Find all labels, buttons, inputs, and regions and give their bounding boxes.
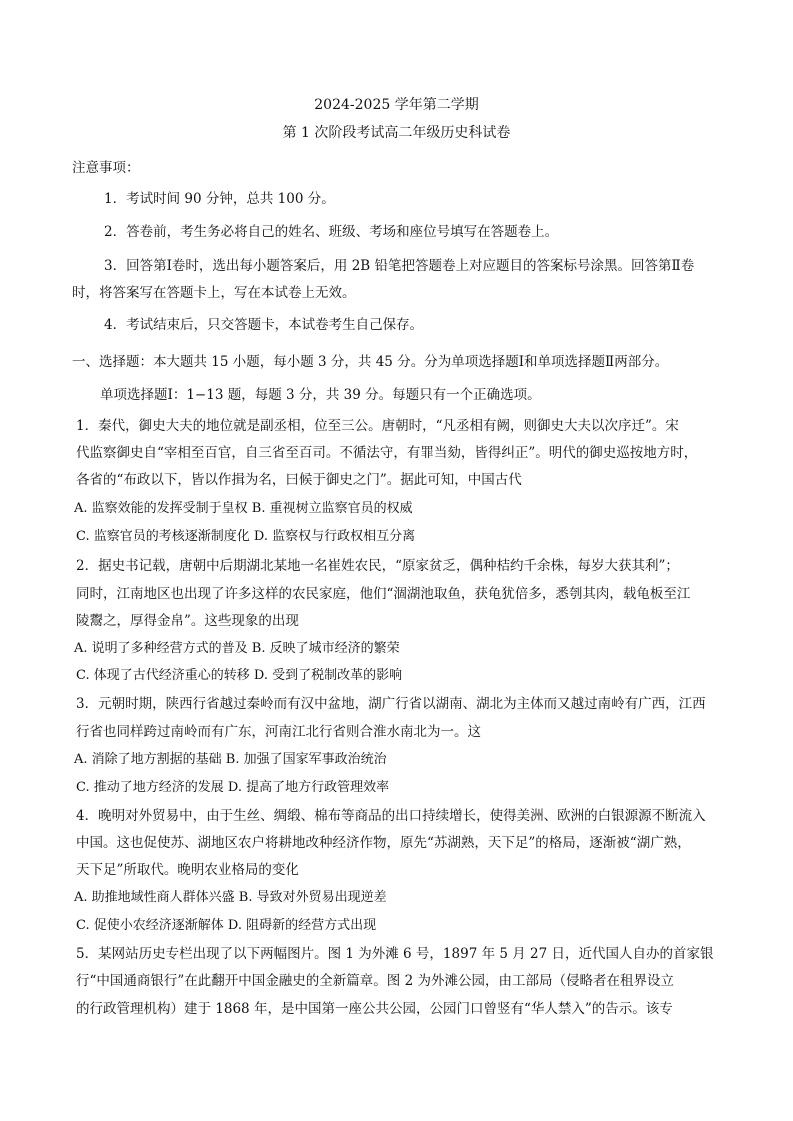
note-4: 4．考试结束后，只交答题卡，本试卷考生自己保存。 [104, 317, 424, 333]
q5-line2: 行“中国通商银行”在此翻开中国金融史的全新篇章。图 2 为外滩公园，由工部局（侵略者在租界设立 [76, 973, 674, 989]
q1-line1: 1．秦代，御史大夫的地位就是副丞相，位至三公。唐朝时，“凡丞相有阙，则御史大夫以次序迁”。宋 [76, 418, 679, 434]
q3-options-cd: C. 推动了地方经济的发展 D. 提高了地方行政管理效率 [76, 780, 390, 795]
note-3-line2: 时，将答案写在答题卡上，写在本试卷上无效。 [72, 285, 356, 301]
q2-line1: 2．据史书记载，唐朝中后期湖北某地一名崔姓农民，“原家贫乏，偶种桔约千余株，每岁大获其利”； [76, 558, 679, 574]
q1-line2: 代监察御史自“宰相至百官，自三省至百司。不循法守，有罪当劾，皆得纠正”。明代的御史巡按地方时， [76, 445, 698, 461]
q5-line1: 5．某网站历史专栏出现了以下两幅图片。图 1 为外滩 6 号，1897 年 5 月 27 日，近代国人自办的首家银 [76, 946, 714, 962]
q1-options-ab: A. 监察效能的发挥受制于皇权 B. 重视树立监察官员的权威 [74, 501, 413, 516]
exam-title-line1: 2024-2025 学年第二学期 [314, 97, 479, 113]
q1-options-cd: C. 监察官员的考核逐渐制度化 D. 监察权与行政权相互分离 [76, 529, 416, 544]
section-heading: 一、选择题：本大题共 15 小题，每小题 3 分，共 45 分。分为单项选择题Ⅰ和单项选择题Ⅱ两部分。 [72, 354, 669, 370]
section-subheading: 单项选择题Ⅰ：1−13 题，每题 3 分，共 39 分。每题只有一个正确选项。 [100, 387, 541, 403]
notes-heading: 注意事项： [72, 160, 140, 176]
note-1: 1．考试时间 90 分钟，总共 100 分。 [104, 191, 335, 207]
q3-line2: 行省也同样跨过南岭而有广东，河南江北行省则合淮水南北为一。这 [76, 724, 481, 740]
q2-line3: 陵鬻之，厚得金帛”。这些现象的出现 [76, 613, 299, 629]
note-2: 2．答卷前，考生务必将自己的姓名、班级、考场和座位号填写在答题卷上。 [104, 224, 559, 240]
exam-title-line2: 第 1 次阶段考试高二年级历史科试卷 [282, 125, 511, 141]
q4-line2: 中国。这也促使苏、湖地区农户将耕地改种经济作物，原先“苏湖熟，天下足”的格局，逐渐被“湖广熟， [76, 835, 691, 851]
q1-line3: 各省的“布政以下，皆以作揖为名，曰候于御史之门”。据此可知，中国古代 [76, 472, 522, 488]
q2-options-cd: C. 体现了古代经济重心的转移 D. 受到了税制改革的影响 [76, 668, 403, 683]
q3-line1: 3．元朝时期，陕西行省越过秦岭而有汉中盆地，湖广行省以湖南、湖北为主体而又越过南岭有广西，江西 [76, 696, 706, 712]
q4-options-cd: C. 促使小农经济逐渐解体 D. 阻碍新的经营方式出现 [76, 918, 377, 933]
q5-line3: 的行政管理机构）建于 1868 年，是中国第一座公共公园，公园门口曾竖有“华人禁入”的告示。该专 [76, 1001, 673, 1017]
q2-options-ab: A. 说明了多种经营方式的普及 B. 反映了城市经济的繁荣 [74, 641, 400, 656]
q4-line3: 天下足”所取代。晚明农业格局的变化 [76, 862, 299, 878]
q4-line1: 4．晚明对外贸易中，由于生丝、绸缎、棉布等商品的出口持续增长，使得美洲、欧洲的白银源源不断流入 [76, 808, 706, 824]
note-3-line1: 3．回答第Ⅰ卷时，选出每小题答案后，用 2B 铅笔把答题卷上对应题目的答案标号涂黑。回答第Ⅱ卷 [104, 258, 695, 274]
q2-line2: 同时，江南地区也出现了许多这样的农民家庭，他们“涸湖池取鱼，获龟犹倍多，悉刳其肉，载龟板至江 [76, 586, 691, 602]
q4-options-ab: A. 助推地域性商人群体兴盛 B. 导致对外贸易出现逆差 [74, 890, 387, 905]
q3-options-ab: A. 消除了地方割据的基础 B. 加强了国家军事政治统治 [74, 752, 387, 767]
